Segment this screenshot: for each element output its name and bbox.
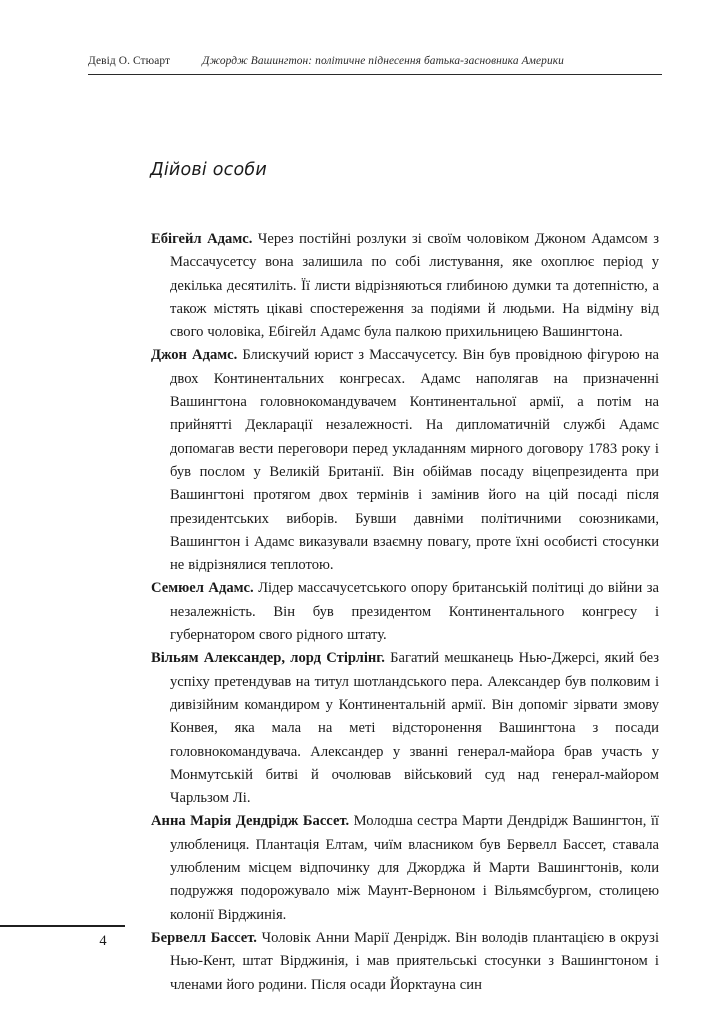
body-text-block — [151, 228, 659, 997]
entry-term: Джон Адамс. — [151, 347, 238, 364]
entry-description: Через постійні розлуки зі своїм чоловіком Джоном Адамсом з Массачусетсу вона залишила по собі листування, яке охоплює період у декілька десятиліть. Її листи відрізняються глибиною думки та дотепністю, а також містять цікаві спостереження за подіями й людьми. На відміну від свого чоловіка, Ебігейл Адамс була палкою прихильницею Вашингтона. — [170, 231, 659, 341]
glossary-entry — [151, 927, 659, 997]
entry-description: Молодша сестра Марти Дендрідж Вашингтон, її улюблениця. Плантація Елтам, чиїм власником був Бервелл Бассет, ставала улюбленим місцем відпочинку для Джорджа й Марти Вашингтонів, коли подружжя подорожувало між Маунт-Верноном і Вільямсбургом, столицею колонії Вірджинія. — [170, 813, 659, 923]
entry-description: Лідер массачусетського опору британській політиці до війни за незалежність. Він був президентом Континентального конгресу і губернатором свого рідного штату. — [170, 580, 659, 644]
entry-description: Блискучий юрист з Массачусетсу. Він був провідною фігурою на двох Континентальних конгресах. Адамс наполягав на призначенні Вашингтона головнокомандувачем Континентальної армії, а потім на прийнятті Декларації незалежності. На дипломатичній службі Адамс допомагав вести переговори перед укладанням мирного договору 1783 року і був послом у Великій Британії. Він обіймав посаду віцепрезидента при Вашингтоні протягом двох термінів і замінив його на цій посаді після президентських виборів. Бувши давніми політичними союзниками, Вашингтон і Адамс виказували взаємну повагу, проте їхні особисті стосунки не відрізнялися теплотою. — [170, 347, 659, 574]
entry-term: Вільям Александер, лорд Стірлінг. — [151, 650, 385, 667]
running-header — [88, 55, 662, 75]
entry-description: Чоловік Анни Марії Денрідж. Він володів плантацією в окрузі Нью-Кент, штат Вірджинія, і мав приятельські стосунки з Вашингтоном і членами його родини. Після осади Йорктауна син — [170, 929, 659, 993]
entry-description: Багатий мешканець Нью-Джерсі, який без успіху претендував на титул шотландського пера. Александер був полковим і дивізійним командиром у Континентальній армії. Він допоміг зірвати змову Конвея, яка мала на меті відсторонення Вашингтона з посади головнокомандувача. Александер у званні генерал-майора брав участь у Монмутській битві й очолював військовий суд над генерал-майором Чарльзом Лі. — [170, 650, 659, 807]
header-book-title: Джордж Вашингтон: політичне піднесення батька-засновника Америки — [202, 55, 564, 67]
header-author: Девід О. Стюарт — [88, 55, 171, 67]
entry-term: Семюел Адамс. — [151, 580, 254, 597]
section-heading: Дійові особи — [150, 160, 267, 180]
footer-rule — [0, 925, 125, 927]
glossary-entry — [151, 228, 659, 344]
entry-term: Бервелл Бассет. — [151, 929, 257, 946]
entry-term: Анна Марія Дендрідж Бассет. — [151, 813, 350, 830]
entry-term: Ебігейл Адамс. — [151, 231, 253, 247]
glossary-entry — [151, 344, 659, 577]
header-rule — [88, 74, 662, 75]
glossary-entry — [151, 647, 659, 810]
glossary-entry — [151, 577, 659, 647]
page-number: 4 — [99, 933, 107, 949]
glossary-entry — [151, 810, 659, 926]
